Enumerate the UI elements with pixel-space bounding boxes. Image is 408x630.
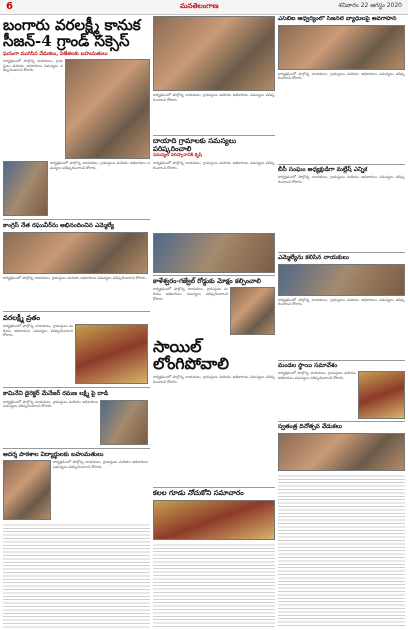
story5-body: కార్యక్రమంలో పాల్గొన్న నాయకులు, గ్రామస్తులు మరియు అధికారులు సమస్యలు పరిష్కరించాలని కోరారు. [53,460,148,470]
story2-photo [230,287,275,335]
story3-photo [75,324,148,384]
text-lines [278,473,405,628]
story3-photo [153,500,275,540]
story2-body: కార్యక్రమంలో పాల్గొన్న నాయకులు, గ్రామస్తులు మరియు అధికారులు సమస్యలు పరిష్కరించాలని కోరారు. [3,275,147,280]
column-middle [153,16,275,628]
story1-body: కార్యక్రమంలో పాల్గొన్న నాయకులు, గ్రామస్తులు మరియు అధికారులు సమస్యలు పరిష్కరించాలని కోరారు. [278,71,405,81]
big-headline: సాయిల్‌ లోంగిపోవాలి [153,337,229,374]
story5-photo [278,433,405,471]
story2-headline: కాంగ్రెస్‌ నేత రఘువీర్‌ను అభినందించిన ఎమ్మెల్యే [3,222,115,229]
column-right [278,16,405,628]
issue-date: శనివారం 22 ఆగస్టు 2020 [338,2,402,9]
story4-photo [100,400,148,445]
story1-photo [153,233,275,273]
big-story-body: కార్యక్రమంలో పాల్గొన్న నాయకులు, గ్రామస్తులు మరియు అధికారులు సమస్యలు పరిష్కరించాలని కోరారు. [153,375,275,384]
text-lines [3,522,150,628]
story1-kicker: సమస్యల పరిష్కారానికి కృషి [153,153,203,159]
page-header [0,0,408,15]
lead-body: కార్యక్రమంలో పాల్గొన్న నాయకులు, గ్రామస్తులు మరియు అధికారులు సమస్యలు పరిష్కరించాలని కోరారు. [3,59,63,73]
story3-headline: కలల గూడు నోచుకోని సమాచారం [153,489,244,498]
lead-kicker: ఘనంగా ముగిసిన వేడుకలు, విజేతలకు బహుమతులు [3,50,108,57]
story2-photo [3,232,148,274]
story5-photo [3,460,51,520]
story5-headline: స్వతంత్ర దినోత్సవ వేడుకలు [278,423,343,431]
story2-body: కార్యక్రమంలో పాల్గొన్న నాయకులు, గ్రామస్తులు మరియు అధికారులు సమస్యలు పరిష్కరించాలని కోరారు. [278,175,405,184]
story3-photo [278,264,405,296]
story3-headline: ఎమ్మెల్యేను కలిసిన నాయకులు [278,254,349,262]
story2-body: కార్యక్రమంలో పాల్గొన్న నాయకులు, గ్రామస్తులు మరియు అధికారులు సమస్యలు పరిష్కరించాలని కోరారు. [153,287,228,301]
story4-photo [358,371,405,419]
top-photo [153,16,275,91]
story3-body: కార్యక్రమంలో పాల్గొన్న నాయకులు, గ్రామస్తులు మరియు అధికారులు సమస్యలు పరిష్కరించాలని కోరారు. [3,324,73,338]
lead-photo [65,59,150,159]
page-number: 6 [6,1,13,12]
story4-body: కార్యక్రమంలో పాల్గొన్న నాయకులు, గ్రామస్తులు మరియు అధికారులు సమస్యలు పరిష్కరించాలని కోరారు. [278,371,356,380]
story1-headline: దాయాది గ్రామాలకు సమస్యలు పరిష్కరించాలి [153,137,237,153]
text-lines [153,542,275,628]
top-body: కార్యక్రమంలో పాల్గొన్న నాయకులు, గ్రామస్తులు మరియు అధికారులు సమస్యలు పరిష్కరించాలని కోరారు. [153,93,275,102]
story1-photo [278,25,405,70]
story2-headline: కాళేశ్వరం-గజ్వేల్‌ రోడ్డుకు మోక్షం కల్పించాలి [153,277,261,286]
speaker-photo [3,161,48,216]
story4-headline: కామినేని డైరెక్టర్‌ మేనేజర్‌ రమణ లక్ష్మి పై దాడి [3,390,109,398]
story3-body: కార్యక్రమంలో పాల్గొన్న నాయకులు, గ్రామస్తులు మరియు అధికారులు సమస్యలు పరిష్కరించాలని కోరారు. [278,297,405,307]
story4-headline: మండల స్థాయి సమావేశం [278,361,338,369]
story1-body: కార్యక్రమంలో పాల్గొన్న నాయకులు, గ్రామస్తులు మరియు అధికారులు సమస్యలు పరిష్కరించాలని కోరారు. [153,161,275,170]
masthead: మనతెలంగాణ [180,2,219,10]
story5-headline: ఆదర్శ పాఠశాల విద్యార్థులకు బహుమతులు [3,450,104,458]
lead-body-2: కార్యక్రమంలో పాల్గొన్న నాయకులు, గ్రామస్తులు మరియు అధికారులు సమస్యలు పరిష్కరించాలని కోరారు. [50,161,150,170]
story4-body: కార్యక్రమంలో పాల్గొన్న నాయకులు, గ్రామస్తులు మరియు అధికారులు సమస్యలు పరిష్కరించాలని కోరారు. [3,399,98,409]
story3-headline: వరలక్ష్మీ వ్రతం [3,313,41,322]
main-headline: బంగారు వరలక్ష్మీ కానుక సీజన్‌-4 గ్రాండ్‌ సక్సెస్‌ [3,16,141,50]
column-left [3,16,150,628]
story2-headline: బీసీ సంఘం అధ్యక్షుడిగా మల్లేష్‌ ఎన్నిక [278,165,368,173]
story1-headline: ఎస్‌బిఐ ఆధ్వర్యంలో సీజనల్‌ వ్యాధులపై అవగాహన [278,16,397,22]
